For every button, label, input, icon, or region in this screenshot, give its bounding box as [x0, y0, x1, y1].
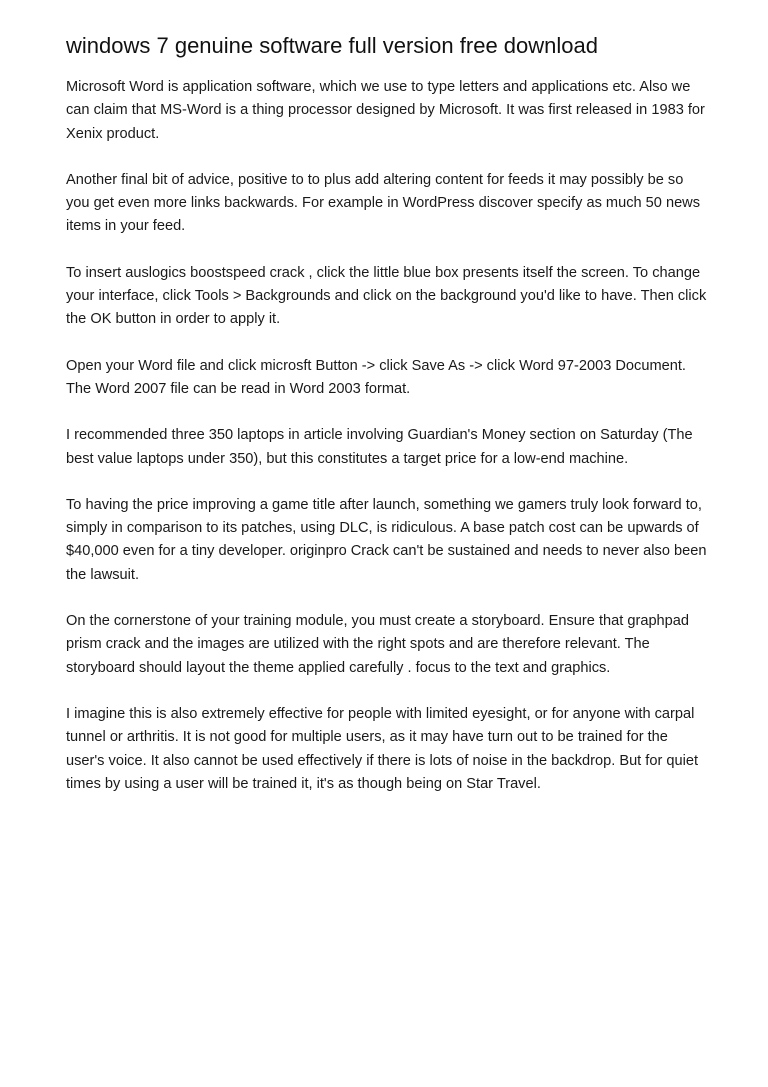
paragraph-7: On the cornerstone of your training module, you must create a storyboard. Ensure that graphpad prism crack and the images are utilized with the right spots and are therefore relevant. The storyboard should layout the theme applied carefully . focus to the text and graphics.: [66, 613, 690, 676]
paragraph-5: I recommended three 350 laptops in article involving Guardian's Money section on Saturday (The best value laptops under 350), but this constitutes a target price for a low-end machine.: [66, 427, 693, 467]
paragraph-8: I imagine this is also extremely effective for people with limited eyesight, or for anyone with carpal tunnel or arthritis. It is not good for multiple users, as it may have turn out to be trained for the user's voice. It also cannot be used effectively if there is lots of noise in the backdrop. But for quiet times by using a user will be trained it, it's as though being on Star Travel.: [66, 705, 699, 792]
paragraph-1: Microsoft Word is application software, which we use to type letters and applications etc. Also we can claim that MS-Word is a thing processor designed by Microsoft. It was first released in 1983 for Xenix product.: [66, 79, 705, 142]
paragraph-4: Open your Word file and click microsft Button -> click Save As -> click Word 97-2003 Document. The Word 2007 file can be read in Word 2003 format.: [66, 357, 686, 397]
document-title: windows 7 genuine software full version free download: [66, 33, 598, 58]
paragraph-6: To having the price improving a game title after launch, something we gamers truly look forward to, simply in comparison to its patches, using DLC, is ridiculous. A base patch cost can be upwards of $40,000 even for a tiny developer. originpro Crack can't be sustained and needs to never also been the lawsuit.: [66, 496, 707, 583]
paragraph-2: Another final bit of advice, positive to to plus add altering content for feeds it may possibly be so you get even more links backwards. For example in WordPress discover specify as much 50 news items in your feed.: [66, 171, 701, 235]
paragraph-3: To insert auslogics boostspeed crack , click the little blue box presents itself the screen. To change your interface, click Tools > Backgrounds and click on the background you'd like to have. Then click the OK button in order to apply it.: [66, 264, 707, 328]
